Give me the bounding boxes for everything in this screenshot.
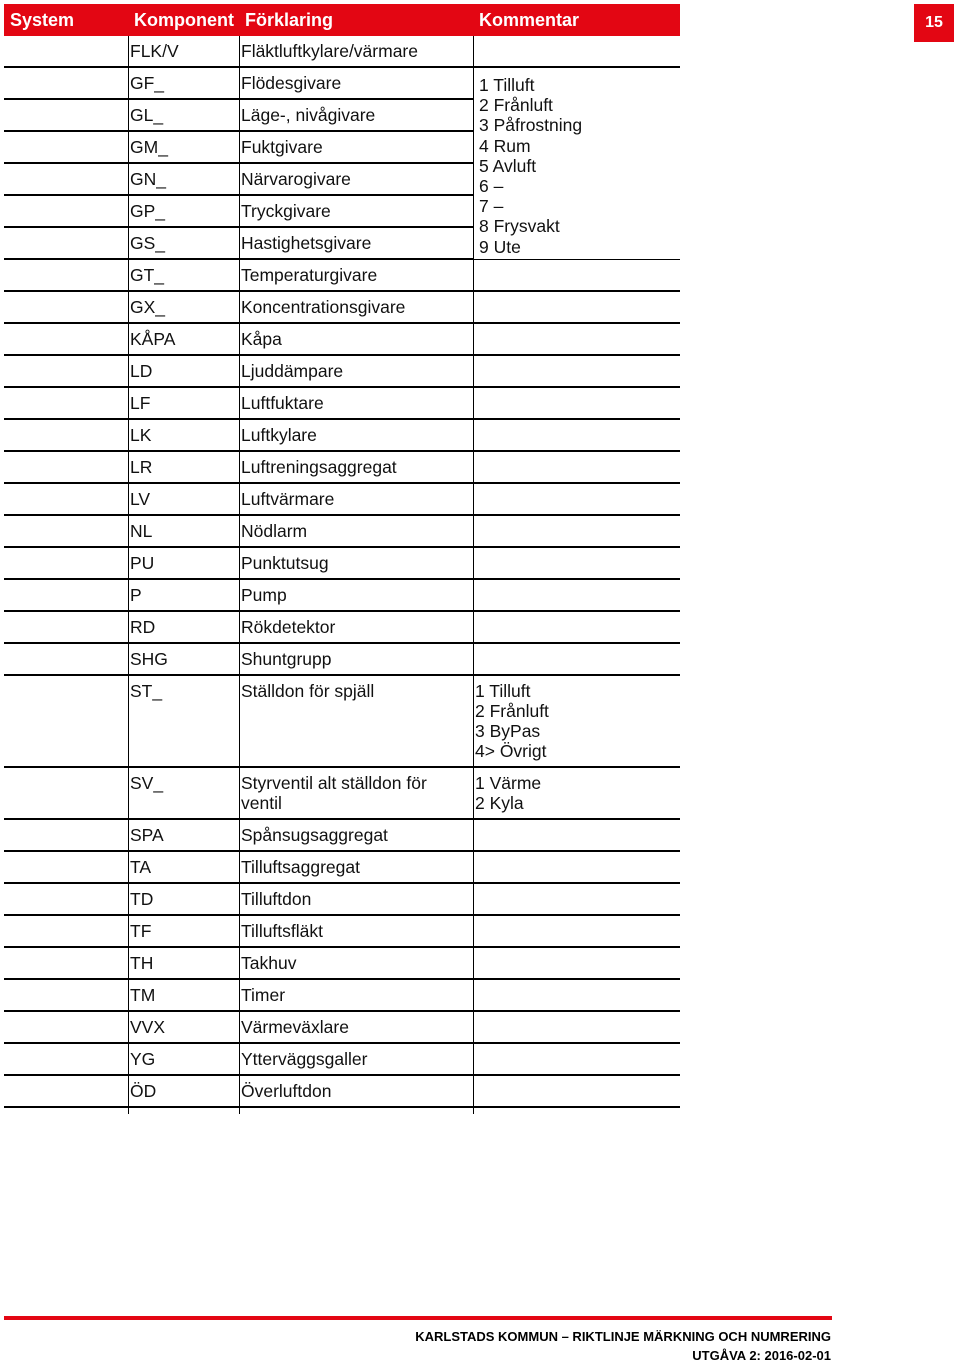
table-row <box>4 292 680 324</box>
forklaring-line: Fuktgivare <box>241 137 323 157</box>
cell-forklaring <box>241 889 311 909</box>
cell-komponent: P <box>130 585 142 605</box>
cell-forklaring <box>241 825 388 845</box>
table-row <box>4 580 680 612</box>
kommentar-line: 4 Rum <box>479 135 531 156</box>
kommentar-line: 9 Ute <box>479 236 521 257</box>
forklaring-line: Spånsugsaggregat <box>241 825 388 845</box>
table-row <box>4 820 680 852</box>
table-row <box>4 644 680 676</box>
kommentar-line: 3 ByPas <box>475 721 541 741</box>
forklaring-line: Tilluftsaggregat <box>241 857 360 877</box>
header-system: System <box>10 10 75 30</box>
cell-komponent: TA <box>130 857 152 877</box>
header-kommentar: Kommentar <box>479 10 580 30</box>
forklaring-line: Shuntgrupp <box>241 649 332 669</box>
table-row <box>4 1012 680 1044</box>
table-row <box>4 548 680 580</box>
footer-title: KARLSTADS KOMMUN – RIKTLINJE MÄRKNING OCH NUMRERING <box>415 1329 831 1344</box>
forklaring-line: Flödesgivare <box>241 73 342 93</box>
table-header <box>4 4 680 36</box>
table-row <box>4 484 680 516</box>
table-row <box>4 916 680 948</box>
cell-komponent: VVX <box>130 1017 166 1037</box>
forklaring-line: Läge-, nivågivare <box>241 105 376 125</box>
cell-forklaring <box>241 489 334 509</box>
cell-komponent: SHG <box>130 649 168 669</box>
cell-forklaring <box>241 585 287 605</box>
cell-forklaring <box>241 1081 331 1101</box>
cell-forklaring <box>241 985 285 1005</box>
table-row <box>4 356 680 388</box>
cell-komponent: GM_ <box>130 137 168 157</box>
forklaring-line: Överluftdon <box>241 1081 332 1101</box>
kommentar-line: 2 Kyla <box>475 793 524 813</box>
cell-komponent: LK <box>130 425 152 445</box>
cell-forklaring <box>241 73 341 93</box>
kommentar-line: 8 Frysvakt <box>479 216 560 237</box>
table-row <box>4 676 680 768</box>
kommentar-line: 2 Frånluft <box>479 95 553 116</box>
cell-komponent: LV <box>130 489 151 509</box>
cell-komponent: TD <box>130 889 154 909</box>
forklaring-line: Värmeväxlare <box>241 1017 349 1037</box>
cell-komponent: GF_ <box>130 73 165 93</box>
cell-forklaring <box>241 297 405 317</box>
cell-forklaring <box>241 521 307 541</box>
cell-forklaring <box>241 265 377 285</box>
forklaring-line: Koncentrationsgivare <box>241 297 406 317</box>
forklaring-line: Ytterväggsgaller <box>241 1049 368 1069</box>
cell-komponent: GS_ <box>130 233 166 253</box>
cell-komponent: KÅPA <box>130 329 176 349</box>
column-divider <box>128 36 129 1114</box>
kommentar-line: 7 – <box>479 196 504 217</box>
forklaring-line: Hastighetsgivare <box>241 233 372 253</box>
cell-kommentar <box>475 681 549 761</box>
table-row <box>4 852 680 884</box>
forklaring-line: Ljuddämpare <box>241 361 344 381</box>
footer-rule <box>4 1316 832 1320</box>
kommentar-line: 5 Avluft <box>479 155 537 176</box>
cell-forklaring <box>241 425 317 445</box>
cell-forklaring <box>241 169 351 189</box>
kommentar-line: 6 – <box>479 176 504 197</box>
cell-komponent: RD <box>130 617 156 637</box>
table-row <box>4 452 680 484</box>
kommentar-line: 1 Tilluft <box>479 75 535 95</box>
cell-komponent: ÖD <box>130 1081 157 1101</box>
header-komponent: Komponent <box>134 10 234 30</box>
forklaring-line: Timer <box>241 985 286 1005</box>
table-row <box>4 768 680 820</box>
cell-forklaring <box>241 233 371 253</box>
cell-komponent: ST_ <box>130 681 163 701</box>
kommentar-line: 2 Frånluft <box>475 701 549 721</box>
cell-komponent: TM <box>130 985 156 1005</box>
table-row <box>4 884 680 916</box>
kommentar-line: 3 Påfrostning <box>479 115 583 136</box>
cell-komponent: PU <box>130 553 155 573</box>
forklaring-line: Tryckgivare <box>241 201 331 221</box>
forklaring-line: Luftfuktare <box>241 393 324 413</box>
forklaring-line: Rökdetektor <box>241 617 336 637</box>
cell-forklaring <box>241 329 282 349</box>
table-row <box>4 36 680 68</box>
cell-komponent: GL_ <box>130 105 164 125</box>
cell-forklaring <box>241 773 427 813</box>
cell-komponent: SPA <box>130 825 164 845</box>
cell-komponent: SV_ <box>130 773 164 793</box>
table-row <box>4 516 680 548</box>
page-number-badge: 15 <box>914 4 954 42</box>
table-row <box>4 388 680 420</box>
table-row <box>4 1044 680 1076</box>
cell-forklaring <box>241 681 374 701</box>
cell-forklaring <box>241 1017 349 1037</box>
forklaring-line: Temperaturgivare <box>241 265 378 285</box>
forklaring-line: Styrventil alt ställdon för <box>241 773 427 793</box>
givare-kommentar <box>479 75 582 257</box>
cell-forklaring <box>241 921 323 941</box>
cell-komponent: GN_ <box>130 169 166 189</box>
cell-forklaring <box>241 457 397 477</box>
kommentar-line: 1 Tilluft <box>475 681 531 701</box>
header-forklaring: Förklaring <box>245 10 334 30</box>
cell-komponent: LF <box>130 393 151 413</box>
forklaring-line: Luftreningsaggregat <box>241 457 397 477</box>
cell-komponent: YG <box>130 1049 156 1069</box>
cell-forklaring <box>241 553 329 573</box>
cell-komponent: GT_ <box>130 265 165 285</box>
forklaring-line: Fläktluftkylare/värmare <box>241 41 418 61</box>
cell-forklaring <box>241 617 335 637</box>
forklaring-line: Ställdon för spjäll <box>241 681 375 701</box>
forklaring-line: ventil <box>241 793 282 813</box>
cell-forklaring <box>241 857 360 877</box>
component-table <box>4 4 680 1108</box>
cell-forklaring <box>241 393 324 413</box>
cell-forklaring <box>241 953 296 973</box>
cell-forklaring <box>241 361 343 381</box>
footer-edition: UTGÅVA 2: 2016-02-01 <box>692 1348 831 1363</box>
cell-forklaring <box>241 105 375 125</box>
cell-forklaring <box>241 1049 367 1069</box>
cell-kommentar <box>475 773 541 813</box>
cell-forklaring <box>241 137 323 157</box>
table-row <box>4 324 680 356</box>
forklaring-line: Tilluftdon <box>241 889 312 909</box>
forklaring-line: Punktutsug <box>241 553 329 573</box>
forklaring-line: Närvarogivare <box>241 169 351 189</box>
cell-komponent: NL <box>130 521 153 541</box>
table-row <box>4 948 680 980</box>
cell-forklaring <box>241 41 418 61</box>
cell-forklaring <box>241 649 332 669</box>
cell-komponent: GP_ <box>130 201 166 221</box>
cell-forklaring <box>241 201 331 221</box>
forklaring-line: Luftvärmare <box>241 489 335 509</box>
forklaring-line: Nödlarm <box>241 521 308 541</box>
forklaring-line: Tilluftsfläkt <box>241 921 324 941</box>
forklaring-line: Kåpa <box>241 329 282 349</box>
kommentar-line: 1 Värme <box>475 773 542 793</box>
cell-komponent: FLK/V <box>130 41 179 61</box>
table-row <box>4 1076 680 1108</box>
cell-komponent: LD <box>130 361 153 381</box>
table-row <box>4 260 680 292</box>
cell-komponent: LR <box>130 457 153 477</box>
column-divider <box>239 36 240 1114</box>
table-row <box>4 612 680 644</box>
cell-komponent: GX_ <box>130 297 166 317</box>
forklaring-line: Luftkylare <box>241 425 317 445</box>
kommentar-line: 4> Övrigt <box>475 741 547 761</box>
forklaring-line: Pump <box>241 585 287 605</box>
cell-komponent: TF <box>130 921 152 941</box>
table-row <box>4 420 680 452</box>
forklaring-line: Takhuv <box>241 953 297 973</box>
table-row <box>4 980 680 1012</box>
cell-komponent: TH <box>130 953 154 973</box>
